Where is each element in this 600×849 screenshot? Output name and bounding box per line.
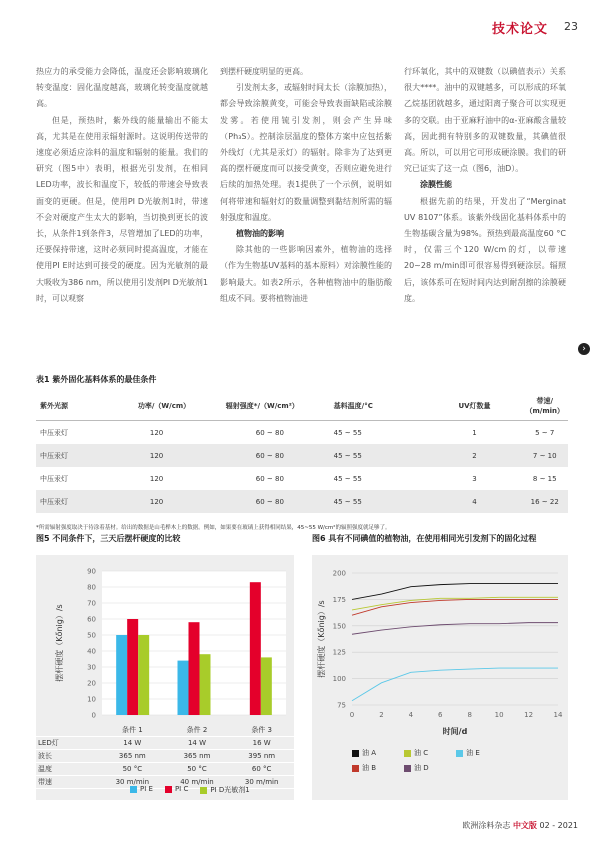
table-cell: 中压汞灯 — [40, 428, 68, 437]
y-tick-label: 50 — [87, 631, 96, 640]
table-row — [36, 724, 294, 737]
y-tick-label: 200 — [332, 569, 346, 578]
series-line — [352, 668, 558, 701]
y-tick-label: 75 — [337, 701, 346, 710]
table-cell: 45 ~ 55 — [330, 490, 428, 513]
y-axis-label: 摆杆硬度（Kőnig）/s — [317, 600, 326, 678]
row-label: 波长 — [36, 750, 100, 763]
legend-swatch — [200, 787, 207, 794]
table-cell: 4 — [428, 490, 522, 513]
paragraph: 除其他的一些影响因素外，植物油的选择（作为生物基UV基料的基本原料）对涂膜性能的影响最大。如表2所示，各种植物油中的脂肪酸组成不同。要将植物油进 — [220, 245, 392, 303]
y-tick-label: 10 — [87, 695, 96, 704]
page-number: 23 — [564, 20, 578, 33]
table-cell: 中压汞灯 — [36, 444, 134, 467]
legend-item — [456, 748, 480, 758]
journal-name: 欧洲涂料杂志 — [462, 821, 511, 830]
table-cell: 120 — [149, 474, 164, 483]
bar — [138, 635, 149, 715]
column-header: 带速/（m/min） — [521, 392, 568, 421]
x-axis-label: 时间/d — [442, 727, 468, 736]
column-header: 基料温度/°C — [330, 392, 428, 421]
table-row — [36, 750, 294, 763]
table-row — [36, 490, 568, 513]
paragraph: 但是，预热时，紫外线的能量输出不能太高，尤其是在使用汞辐射源时。这说明传送带的速度必须适应涂料的温度和辐射的能量。我们的研究（图5中）表明，根据光引发剂，在相同LED功率，波长和温度下，较低的带速会导致表面变的更硬。但是，使用PI D光敏剂1时，带速不会对硬度产生太大的影响，当切换到更长的波长，从条件1到条件3，尽管增加了LED的功率，还要保持带速，这时必须同时提高温度，才能在使用PI E时达到可接受的硬度。因为光敏剂的最大吸收为386 nm，所以使用引发剂PI D光敏剂1时，可以观察 — [36, 115, 208, 303]
legend-swatch — [352, 750, 359, 757]
y-tick-label: 125 — [332, 648, 346, 657]
column-header: 紫外光源 — [36, 392, 134, 421]
x-tick-label: 14 — [553, 711, 563, 719]
table-cell: 3 — [472, 474, 477, 483]
section-title: 技术论文 — [491, 22, 548, 37]
table-cell: 395 nm — [229, 750, 294, 763]
figure-6-title: 图6 具有不同碘值的植物油，在使用相同光引发剂下的固化过程 — [312, 534, 537, 543]
figure-5-conditions-table — [36, 724, 294, 789]
table-cell: 60 ~ 80 — [255, 474, 284, 483]
y-axis-label: 摆杆硬度（Kőnig）/s — [55, 604, 64, 682]
column-header: UV灯数量 — [428, 392, 522, 421]
row-label: 带速 — [36, 776, 100, 789]
table-footnote: *所需辐射强度取决于待涂着基材。给出的数据是山毛榉木上的数据。例如，如果要在玻璃上获得相同结果，45~55 W/cm²的辐照强度就足够了。 — [36, 525, 391, 531]
row-label — [36, 724, 100, 737]
page-footer — [462, 820, 578, 831]
table-cell: 16 W — [229, 737, 294, 750]
legend-label: PI D光敏剂1 — [210, 786, 250, 794]
next-page-arrow-icon[interactable]: › — [578, 343, 590, 355]
y-tick-label: 100 — [332, 675, 346, 684]
table-cell: 5 ~ 7 — [535, 428, 555, 437]
table-cell: 60 ~ 80 — [255, 428, 284, 437]
table-cell: 45 ~ 55 — [330, 444, 428, 467]
body-column-1 — [36, 64, 208, 307]
section-heading: 涂膜性能 — [420, 180, 452, 190]
paragraph: 根据先前的结果，开发出了“Merginat UV 8107”体系。该紫外线固化基料体系中的生物基碳含量为98%。预热到最高温度60 °C时，仅需三个120 W/cm的灯，以带速20~28 m/min即可很容易得到硬涂层。辐照后，该体系可在短时间内达到耐刮擦的涂膜硬度。 — [404, 196, 566, 303]
table-cell: 2 — [428, 444, 522, 467]
series-line — [352, 599, 558, 615]
y-tick-label: 30 — [87, 663, 96, 672]
table-cell: 条件 3 — [229, 724, 294, 737]
y-tick-label: 40 — [87, 647, 96, 656]
table-row — [36, 763, 294, 776]
table-row — [36, 444, 568, 467]
legend-label: 油 B — [362, 764, 377, 772]
table-cell: 8 ~ 15 — [532, 474, 557, 483]
x-tick-label: 10 — [494, 711, 504, 719]
table-row — [36, 737, 294, 750]
y-tick-label: 60 — [87, 615, 96, 624]
bar — [261, 657, 272, 715]
legend-swatch — [404, 750, 411, 757]
legend-label: 油 A — [362, 749, 377, 757]
legend-item — [404, 748, 428, 758]
legend-swatch — [165, 786, 172, 793]
column-header: 辐射强度*/（W/cm²） — [222, 392, 330, 421]
table-title: 表1 紫外固化基料体系的最佳条件 — [36, 375, 157, 384]
legend-label: 油 E — [466, 749, 480, 757]
legend-item — [352, 763, 376, 773]
figure-6-legend — [352, 748, 480, 778]
table-header-row — [36, 392, 568, 421]
legend-item — [165, 785, 188, 795]
row-label: LED灯 — [36, 737, 100, 750]
legend-item — [404, 763, 429, 773]
table-cell: 365 nm — [100, 750, 165, 763]
table-cell: 中压汞灯 — [36, 490, 134, 513]
figure-5-title: 图5 不同条件下，三天后摆杆硬度的比较 — [36, 534, 181, 543]
table-cell: 45 ~ 55 — [333, 474, 362, 483]
table-cell: 60 °C — [229, 763, 294, 776]
issue-number: 02 - 2021 — [539, 821, 578, 830]
table-cell: 30 m/min — [229, 776, 294, 789]
x-tick-label: 4 — [408, 711, 414, 719]
table-cell: 50 °C — [165, 763, 230, 776]
y-tick-label: 90 — [87, 567, 96, 576]
x-tick-label: 12 — [524, 711, 534, 719]
paragraph: 到摆杆硬度明显的更高。 — [220, 67, 308, 76]
table-cell: 365 nm — [165, 750, 230, 763]
legend-swatch — [456, 750, 463, 757]
journal-edition: 中文版 — [512, 821, 537, 830]
paragraph: 热应力的承受能力会降低，温度还会影响玻璃化转变温度：固化温度越高，玻璃化转变温度就越高。 — [36, 67, 208, 109]
legend-item — [200, 785, 249, 795]
bar — [127, 619, 138, 715]
conditions-table — [36, 392, 568, 513]
bar — [200, 654, 211, 715]
y-tick-label: 20 — [87, 679, 96, 688]
paragraph: 行环氧化，其中的双键数（以碘值表示）关系很大****。油中的双键越多，可以形成的环氧乙烷基团就越多，通过阳离子聚合可以实现更多的交联。由于亚麻籽油中的α-亚麻酸含量较高，因此拥有特别多的双键数量，其碘值很高。所以，可以用它可形成硬涂膜。我们的研究已证实了这一点（图6，油D）。 — [404, 67, 566, 174]
table-cell: 45 ~ 55 — [333, 428, 362, 437]
series-line — [352, 623, 558, 635]
x-tick-label: 2 — [379, 711, 384, 719]
table-cell: 120 — [134, 490, 222, 513]
table-cell: 120 — [149, 428, 164, 437]
table-cell: 条件 1 — [100, 724, 165, 737]
bar — [116, 635, 127, 715]
body-column-2 — [220, 64, 392, 307]
table-cell: 50 °C — [100, 763, 165, 776]
figure-6-chart — [312, 555, 568, 745]
x-tick-label: 6 — [438, 711, 443, 719]
y-tick-label: 0 — [91, 711, 96, 720]
legend-label: 油 C — [414, 749, 429, 757]
bar — [250, 582, 261, 715]
table-cell: 40 m/min — [165, 776, 230, 789]
table-cell: 14 W — [165, 737, 230, 750]
legend-label: 油 D — [414, 764, 429, 772]
x-tick-label: 8 — [467, 711, 472, 719]
table-cell: 条件 2 — [165, 724, 230, 737]
paragraph: 引发剂太多，或辐射时间太长（涂膜加热），都会导致涂膜黄变，可能会导致表面缺陷或涂膜发雾。若使用锍引发剂，则会产生异味（Ph₃S）。控制涂层温度的整体方案中应包括紫外线灯（尤其是汞灯）的辐射。除非为了达到更高的摆杆硬度而可以接受黄变，否则应避免进行后续的加热处理。表1提供了一个示例，说明如何将带速和辐射灯的数量调整到黏结剂所需的辐射强度和温度。 — [220, 83, 392, 222]
legend-swatch — [352, 765, 359, 772]
table-cell: 30 m/min — [100, 776, 165, 789]
bar — [178, 661, 189, 715]
bar — [189, 622, 200, 715]
table-cell: 7 ~ 10 — [521, 444, 568, 467]
y-tick-label: 175 — [332, 595, 346, 604]
legend-item — [130, 785, 153, 795]
y-tick-label: 150 — [332, 622, 346, 631]
legend-item — [352, 748, 376, 758]
table-cell: 14 W — [100, 737, 165, 750]
y-tick-label: 70 — [87, 599, 96, 608]
table-cell: 60 ~ 80 — [222, 490, 330, 513]
legend-swatch — [130, 786, 137, 793]
body-column-3 — [404, 64, 566, 307]
table-row — [36, 467, 568, 490]
legend-label: PI C — [174, 785, 189, 793]
legend-label: PI E — [140, 785, 153, 793]
table-cell: 16 ~ 22 — [521, 490, 568, 513]
figure-5-chart — [36, 555, 294, 725]
table-cell: 1 — [472, 428, 477, 437]
row-label: 温度 — [36, 763, 100, 776]
legend-swatch — [404, 765, 411, 772]
table-cell: 120 — [134, 444, 222, 467]
section-heading: 植物油的影响 — [236, 229, 284, 239]
table-cell: 60 ~ 80 — [222, 444, 330, 467]
table-row — [36, 421, 568, 445]
y-tick-label: 80 — [87, 583, 96, 592]
figure-5-legend — [130, 785, 250, 795]
table-cell: 中压汞灯 — [40, 474, 68, 483]
x-tick-label: 0 — [349, 711, 355, 719]
column-header: 功率/（W/cm） — [134, 392, 222, 421]
